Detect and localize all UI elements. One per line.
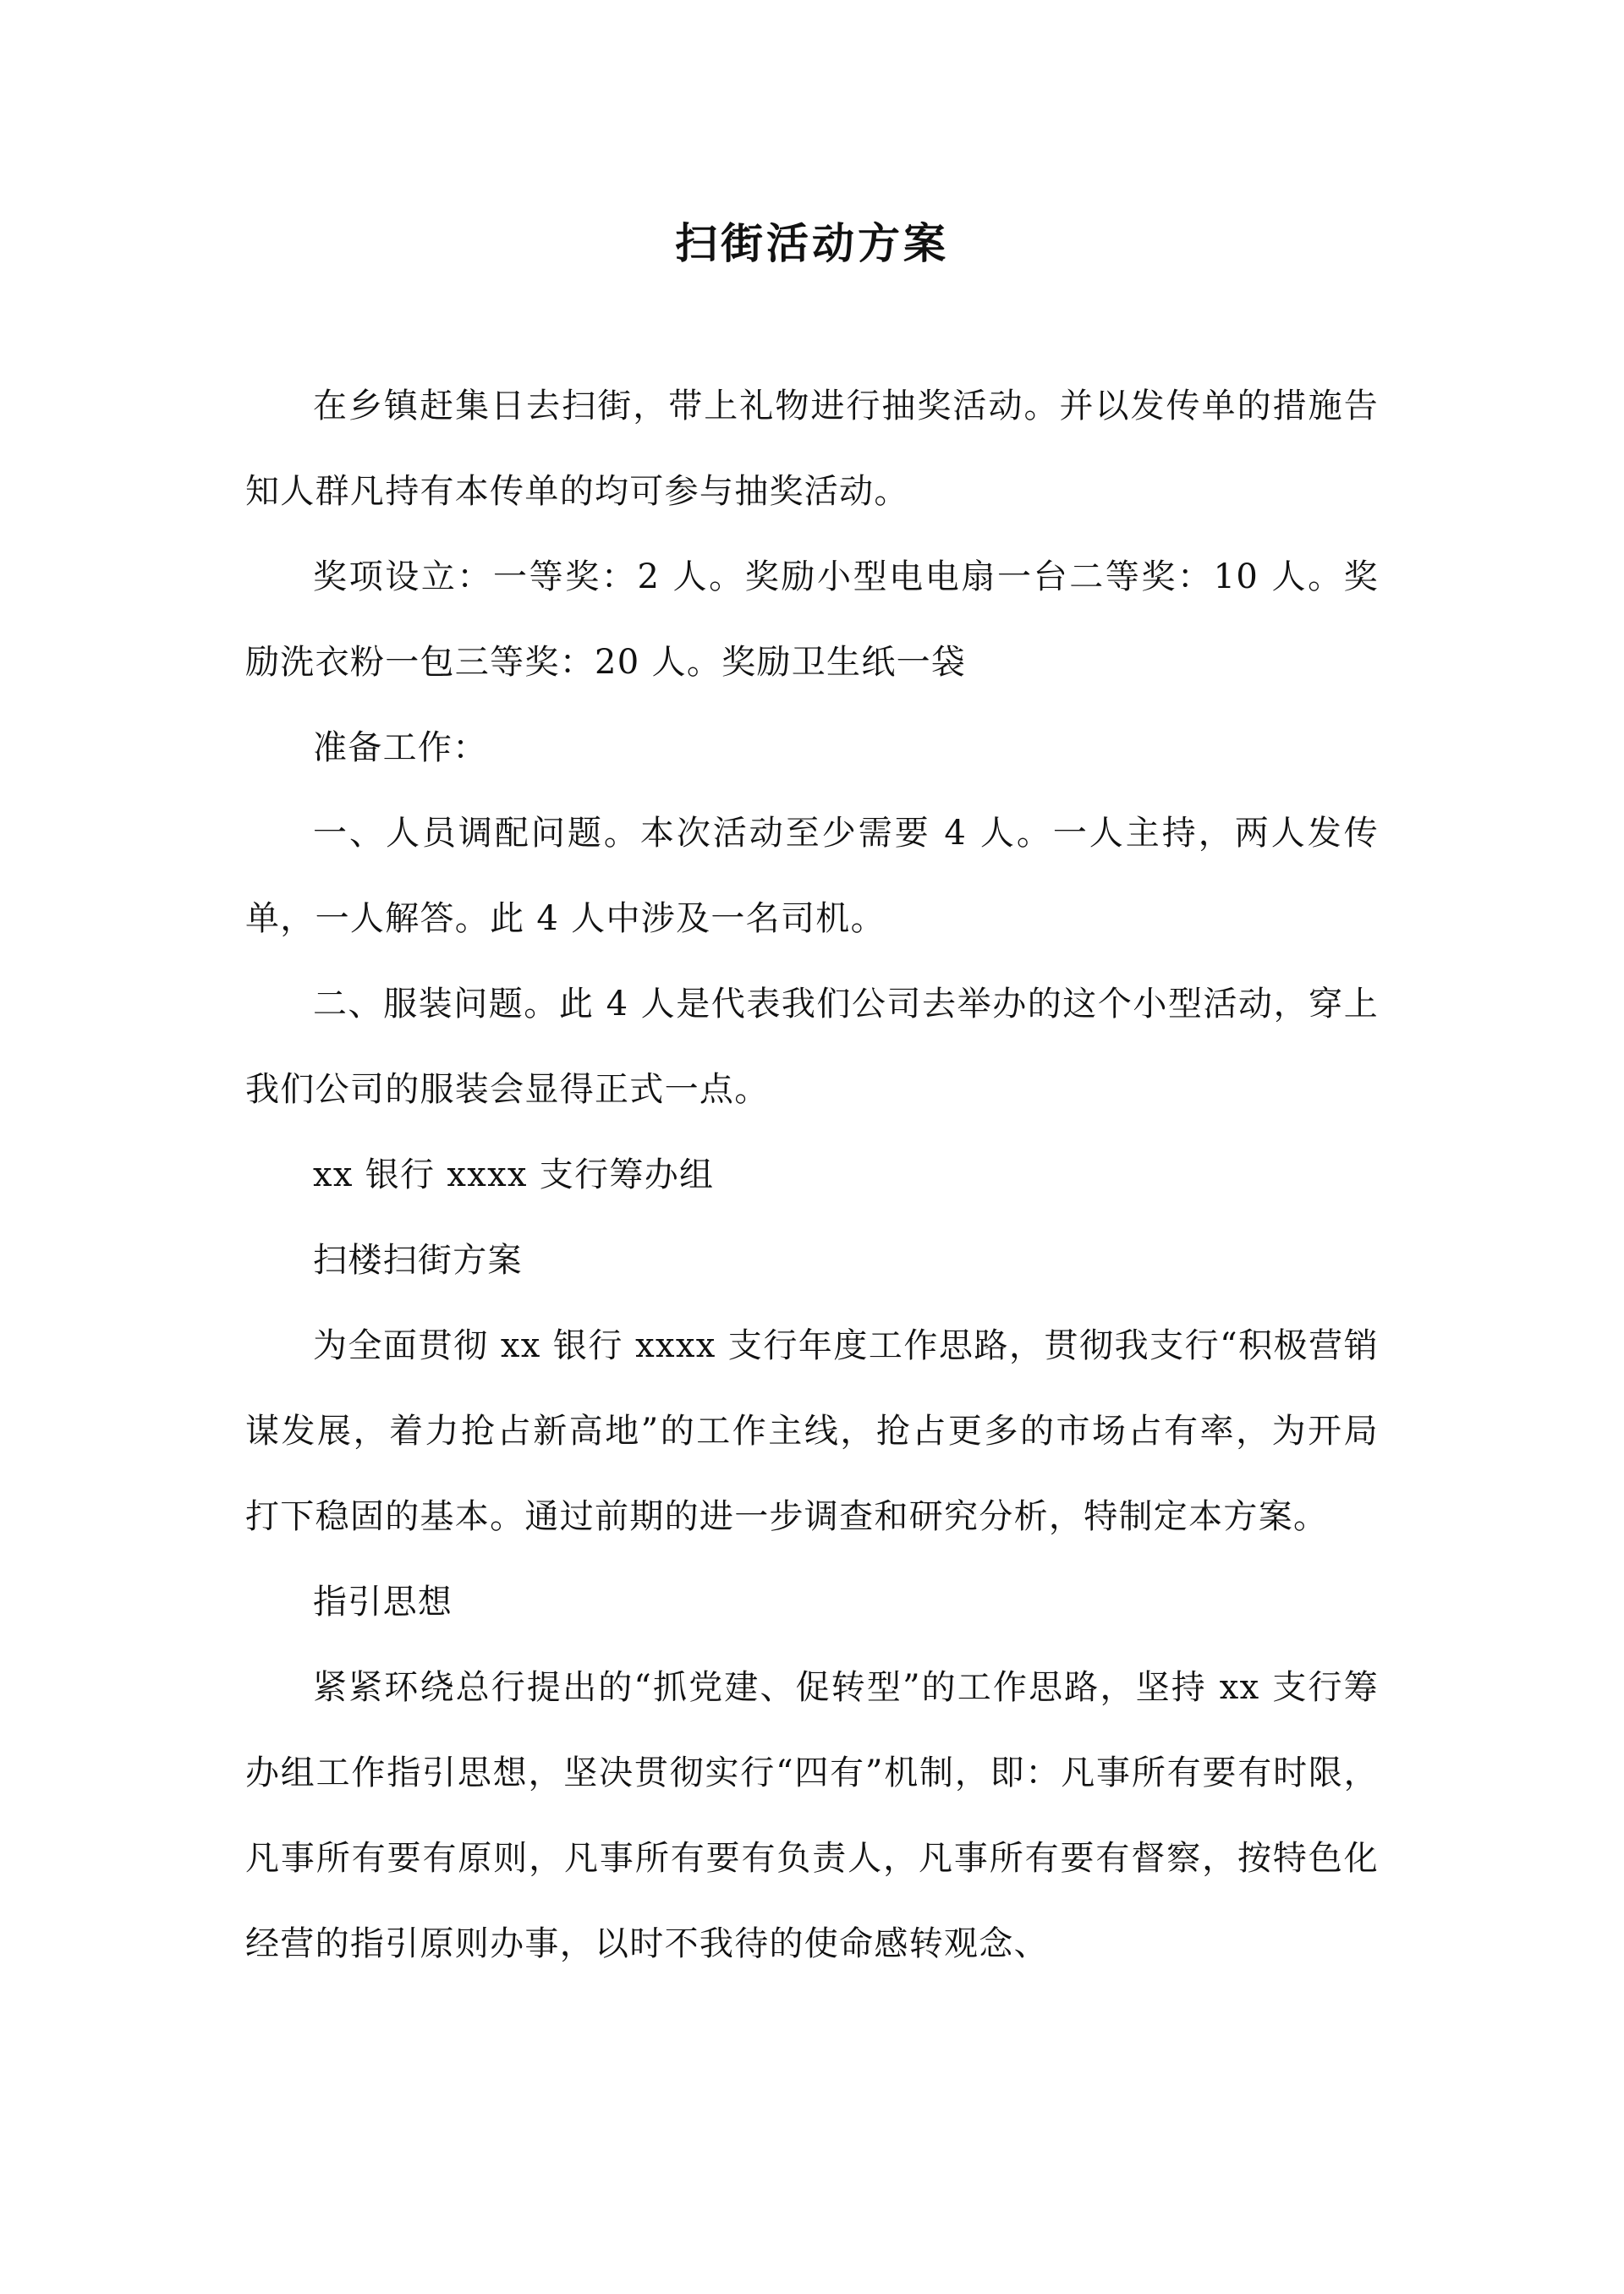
paragraph-prizes: 奖项设立：一等奖：2 人。奖励小型电电扇一台二等奖：10 人。奖励洗衣粉一包三等奖：20 人。奖励卫生纸一袋 [245, 557, 1379, 682]
paragraph-plan-heading: 扫楼扫街方案 [313, 1241, 523, 1280]
paragraph-clothing: 二、服装问题。此 4 人是代表我们公司去举办的这个小型活动，穿上我们公司的服装会显得正式一点。 [245, 985, 1379, 1109]
paragraph-guiding-text: 紧紧环绕总行提出的“抓党建、促转型”的工作思路，坚持 xx 支行筹办组工作指引思想，坚决贯彻实行“四有”机制，即：凡事所有要有时限，凡事所有要有原则，凡事所有要有负责人，凡事所有要有督察，按特色化经营的指引原则办事，以时不我待的使命感转观念、 [245, 1668, 1379, 1963]
document-body [245, 364, 1379, 1987]
document-title: 扫街活动方案 [675, 218, 949, 268]
paragraph-plan-purpose: 为全面贯彻 xx 银行 xxxx 支行年度工作思路，贯彻我支行“积极营销谋发展，着力抢占新高地”的工作主线，抢占更多的市场占有率，为开局打下稳固的基本。通过前期的进一步调查和研究分析，特制定本方案。 [245, 1326, 1379, 1536]
paragraph-staffing: 一、人员调配问题。本次活动至少需要 4 人。一人主持，两人发传单，一人解答。此 4 人中涉及一名司机。 [245, 814, 1379, 938]
paragraph-preparation-heading: 准备工作： [313, 728, 488, 767]
paragraph-intro: 在乡镇赶集日去扫街，带上礼物进行抽奖活动。并以发传单的措施告知人群凡持有本传单的均可参与抽奖活动。 [245, 387, 1379, 511]
paragraph-guiding-heading: 指引思想 [313, 1583, 453, 1622]
paragraph-organizer: xx 银行 xxxx 支行筹办组 [313, 1155, 715, 1194]
